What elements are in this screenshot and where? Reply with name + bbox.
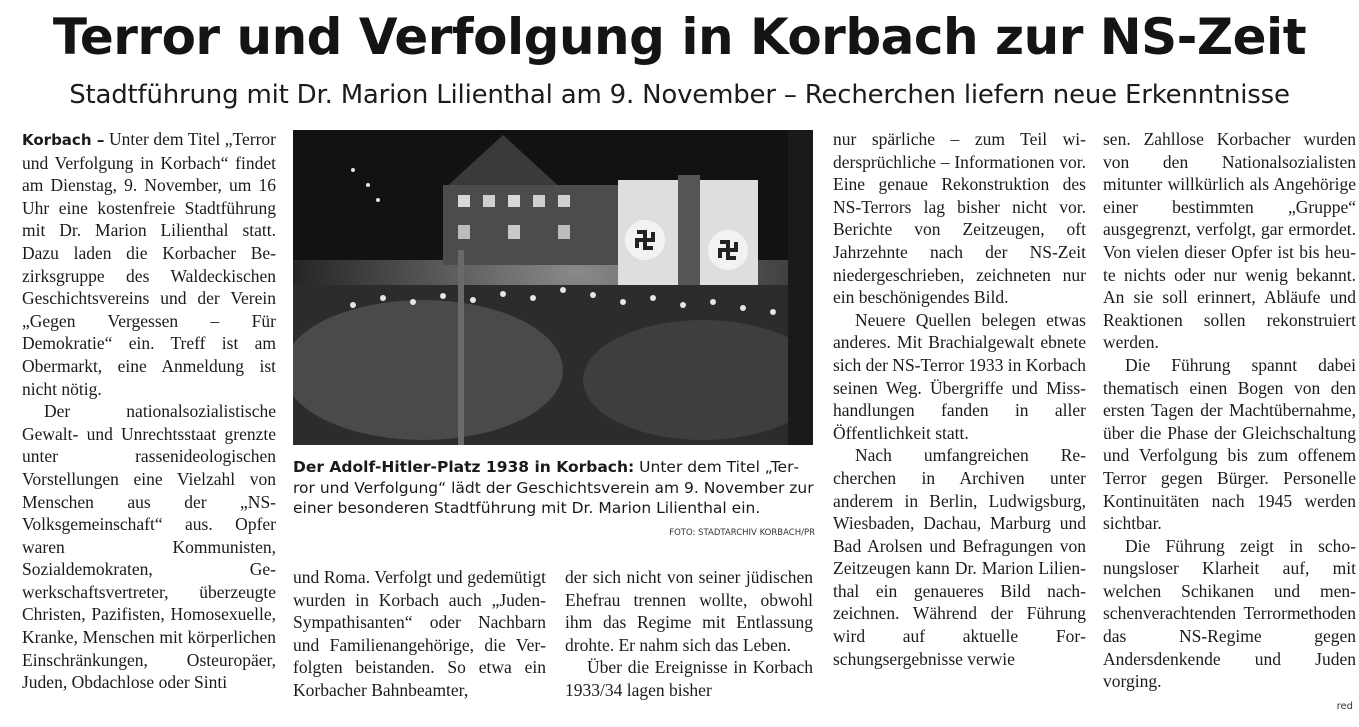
caption-text: Unter dem Titel „Terror und Verfolgung“ lädt der Geschichtsverein am 9. November zur einer besonderen Stadtführung mit Dr. Marion Lilienthal ein. xyxy=(293,458,814,517)
article-column-4 xyxy=(833,128,1086,670)
paragraph: Der nationalsozialistische Gewalt- und Unrechtsstaat grenzte unter rassenideologischen Vorstellungen eine Vielzahl von Menschen aus der „NS-Volksgemeinschaft“ aus. Opfer waren Kommunisten, Sozialdemokraten, Gewerkschaftsvertreter, überzeugte Christen, Pazifisten, Homosexuelle, Kranke, Menschen mit körperlichen Einschränkungen, Osteuropäer, Juden, Obdachlose oder Sinti xyxy=(22,401,276,693)
subheadline: Stadtführung mit Dr. Marion Lilienthal am 9. November – Recherchen liefern neue Erkenntnisse xyxy=(69,80,1290,110)
article-column-3 xyxy=(565,566,813,702)
paragraph: Nach umfangreichen Recherchen in Archiven unter anderem in Berlin, Ludwigsburg, Wiesbaden, Dachau, Marburg und Bad Arolsen und Befragungen von Zeitzeugen kann Dr. Marion Lilienthal ein genaueres Bild nachzeichnen. Während der Führung wird auf aktuelle Forschungsergebnisse verwie xyxy=(833,445,1086,669)
paragraph: Die Führung spannt dabei thematisch einen Bogen von den ersten Tagen der Machtübernahme, über die Phase der Gleichschaltung und Verfolgung bis zum offenem Terror gegen Bürger. Personelle Kontinuitäten nach 1945 werden sichtbar. xyxy=(1103,354,1356,534)
photo-credit: FOTO: STADTARCHIV KORBACH/PR xyxy=(669,528,815,538)
banner-right xyxy=(710,232,746,268)
headline: Terror und Verfolgung in Korbach zur NS-Zeit xyxy=(52,8,1307,66)
paragraph: und Roma. Verfolgt und gedemütigt wurden in Korbach auch „Juden-Sympathisanten“ oder Nachbarn und Familienangehörige, die Verfolgten beistanden. So etwa ein Korbacher Bahnbeamter, xyxy=(293,567,546,700)
paragraph: Neuere Quellen belegen etwas anderes. Mit Brachialgewalt ebnete sich der NS-Terror 1933 in Korbach seinen Weg. Übergriffe und Misshandlungen fanden in aller Öffentlichkeit statt. xyxy=(833,309,1086,443)
article-column-2 xyxy=(293,566,546,702)
paragraph: nur spärliche – zum Teil widersprüchliche – Informationen vor. Eine genaue Rekonstruktion des NS-Terrors lag bisher nicht vor. Berichte von Zeitzeugen, oft Jahrzehnte nach der NS-Zeit niedergeschrieben, zeichneten nur ein beschönigendes Bild. xyxy=(833,129,1086,308)
caption-title: Der Adolf-Hitler-Platz 1938 in Korbach: xyxy=(293,458,635,476)
paragraph: sen. Zahllose Korbacher wurden von den Nationalsozialisten mitunter willkürlich als Angehörige einer bestimmten „Gruppe“ ausgegrenzt, verfolgt, gar ermordet. Von vielen dieser Opfer ist bis heute nichts oder nur wenig bekannt. An sie soll erinnert, Abläufe und Reaktionen sollen rekonstruiert werden. xyxy=(1103,129,1356,353)
banner-left xyxy=(627,222,663,258)
paragraph: der sich nicht von seiner jüdischen Ehefrau trennen wollte, obwohl ihm das Regime mit Entlassung drohte. Er nahm sich das Leben. xyxy=(565,567,813,655)
historical-photo xyxy=(293,130,813,445)
paragraph xyxy=(22,128,276,400)
paragraph: Die Führung zeigt in schonungsloser Klarheit auf, mit welchen Schikanen und menschenverachtenden Terrormethoden das NS-Regime gegen Andersdenkende und Juden vorging. xyxy=(1103,535,1356,692)
paragraph-text: Unter dem Titel „Terror und Verfolgung in Korbach“ findet am Dienstag, 9. November, um 16 Uhr eine kostenfreie Stadtführung mit Dr. Marion Lilienthal statt. Dazu laden die Korbacher Bezirksgruppe des Waldeckischen Geschichtsvereins und der Verein „Gegen Vergessen – Für Demokratie“ ein. Treff ist am Obermarkt, eine Anmeldung ist nicht nötig. xyxy=(22,129,277,399)
author-signature: red xyxy=(1336,701,1353,712)
article-column-1 xyxy=(22,128,276,694)
photo-caption xyxy=(293,457,815,519)
dateline: Korbach – xyxy=(22,131,105,149)
article-column-5 xyxy=(1103,128,1356,693)
paragraph: Über die Ereignisse in Korbach 1933/34 lagen bisher xyxy=(565,657,813,700)
night-rally-photo-icon xyxy=(293,130,813,445)
